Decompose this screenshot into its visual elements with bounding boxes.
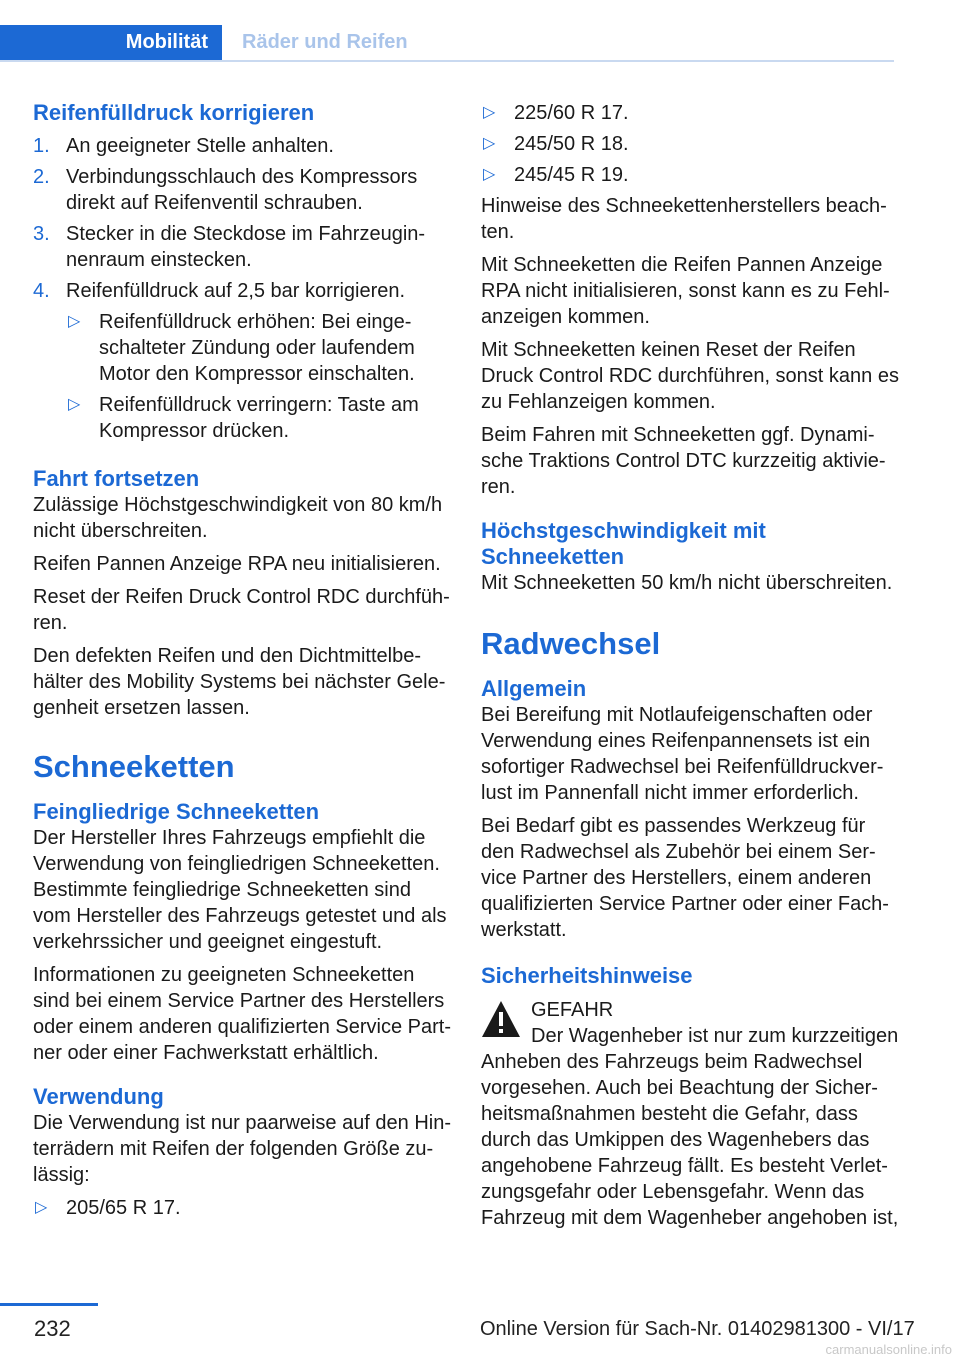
tire-size-item xyxy=(481,162,901,188)
heading-hoechstgeschwindigkeit: Höchstgeschwindigkeit mit Schneeketten xyxy=(481,518,766,569)
step-number: 1. xyxy=(33,135,50,157)
triangle-right-icon: ▷ xyxy=(483,166,496,183)
heading-reifenfuelldruck-korrigieren: Reifenfülldruck korrigieren xyxy=(33,100,315,125)
step-item xyxy=(33,221,453,273)
step-number: 4. xyxy=(33,280,50,302)
heading-verwendung: Verwendung xyxy=(33,1084,164,1109)
correction-steps xyxy=(33,133,453,444)
warning-text: Der Wagenheber ist nur zum kurzzeitigen Anheben des Fahrzeugs beim Radwechsel vorgesehen. Auch bei Beachtung der Sicher-heitsmaßnahmen besteht die Gefahr, dass durch das Umkippen des Wagenhebers das angehobene Fahrzeug fällt. Es besteht Verlet-zungsgefahr oder Lebensgefahr. Wenn das Fahrzeug mit dem Wagenheber angehoben ist, xyxy=(481,1025,899,1229)
triangle-right-icon: ▷ xyxy=(483,135,496,152)
step-text: Stecker in die Steckdose im Fahrzeugin-nenraum einstecken. xyxy=(66,223,426,271)
tire-size-item xyxy=(33,1195,453,1221)
footer-divider xyxy=(0,1303,98,1306)
tire-size-item xyxy=(481,100,901,126)
paragraph: Bei Bedarf gibt es passendes Werkzeug für den Radwechsel als Zubehör bei einem Ser-vice Partner des Herstellers, einem anderen qualifizierten Service Partner oder einer Fach-werkstatt. xyxy=(481,815,889,941)
step-text: An geeigneter Stelle anhalten. xyxy=(66,135,334,157)
substep-text: Reifenfülldruck erhöhen: Bei einge-schalteter Zündung oder laufendem Motor den Kompressor einschalten. xyxy=(99,311,415,385)
warning-triangle-icon xyxy=(481,999,521,1039)
heading-feingliedrige-schneeketten: Feingliedrige Schneeketten xyxy=(33,799,320,824)
substep-item xyxy=(66,309,453,387)
paragraph: Den defekten Reifen und den Dichtmittelbe-hälter des Mobility Systems bei nächster Gele-genheit ersetzen lassen. xyxy=(33,645,446,719)
tire-size-text: 205/65 R 17. xyxy=(66,1197,181,1219)
tire-size-text: 225/60 R 17. xyxy=(514,102,629,124)
step-text: Verbindungsschlauch des Kompressors direkt auf Reifenventil schrauben. xyxy=(66,166,418,214)
page-header xyxy=(0,0,894,62)
paragraph: Die Verwendung ist nur paarweise auf den Hin-terrädern mit Reifen der folgenden Größe zu-lässig: xyxy=(33,1112,452,1186)
paragraph: Informationen zu geeigneten Schneeketten sind bei einem Service Partner des Herstellers oder einem anderen qualifizierten Service Part-ner oder einer Fachwerkstatt erhältlich. xyxy=(33,964,451,1064)
paragraph: Bei Bereifung mit Notlaufeigenschaften oder Verwendung eines Reifenpannensets ist ein sofortiger Radwechsel bei Reifenfülldruckver-lust im Pannenfall nicht immer erforderlich. xyxy=(481,704,884,804)
paragraph: Hinweise des Schneekettenherstellers beach-ten. xyxy=(481,195,887,243)
substep-list xyxy=(66,309,453,444)
paragraph: Mit Schneeketten keinen Reset der Reifen Druck Control RDC durchführen, sonst kann es zu Fehlanzeigen kommen. xyxy=(481,339,899,413)
left-column xyxy=(33,100,453,1226)
step-item xyxy=(33,278,453,444)
page-number: 232 xyxy=(34,1316,71,1341)
tire-size-list xyxy=(33,1195,453,1221)
online-version-note: Online Version für Sach-Nr. 01402981300 - VI/17 xyxy=(480,1318,915,1340)
triangle-right-icon: ▷ xyxy=(68,396,81,413)
tab-raeder-und-reifen: Räder und Reifen xyxy=(242,31,408,53)
substep-item xyxy=(66,392,453,444)
tire-size-text: 245/50 R 18. xyxy=(514,133,629,155)
step-number: 2. xyxy=(33,166,50,188)
step-text: Reifenfülldruck auf 2,5 bar korrigieren. xyxy=(66,280,406,302)
triangle-right-icon: ▷ xyxy=(68,313,81,330)
heading-allgemein: Allgemein xyxy=(481,676,587,701)
right-column xyxy=(481,100,901,1238)
tire-size-list xyxy=(481,100,901,188)
step-number: 3. xyxy=(33,223,50,245)
triangle-right-icon: ▷ xyxy=(483,104,496,121)
paragraph: Mit Schneeketten die Reifen Pannen Anzeige RPA nicht initialisieren, sonst kann es zu Fehl-anzeigen kommen. xyxy=(481,254,890,328)
triangle-right-icon: ▷ xyxy=(35,1199,48,1216)
heading-schneeketten: Schneeketten xyxy=(33,749,235,784)
paragraph: Reset der Reifen Druck Control RDC durchfüh-ren. xyxy=(33,586,450,634)
watermark: carmanualsonline.info xyxy=(825,1342,952,1357)
paragraph: Beim Fahren mit Schneeketten ggf. Dynami-sche Traktions Control DTC kurzzeitig aktivie-ren. xyxy=(481,424,886,498)
step-item xyxy=(33,164,453,216)
paragraph: Mit Schneeketten 50 km/h nicht überschreiten. xyxy=(481,572,893,594)
warning-block xyxy=(481,997,901,1023)
heading-sicherheitshinweise: Sicherheitshinweise xyxy=(481,963,693,988)
paragraph: Zulässige Höchstgeschwindigkeit von 80 km/h nicht überschreiten. xyxy=(33,494,443,542)
substep-text: Reifenfülldruck verringern: Taste am Kompressor drücken. xyxy=(99,394,419,442)
tire-size-text: 245/45 R 19. xyxy=(514,164,629,186)
tire-size-item xyxy=(481,131,901,157)
warning-title: GEFAHR xyxy=(531,999,614,1021)
heading-radwechsel: Radwechsel xyxy=(481,626,661,661)
heading-fahrt-fortsetzen: Fahrt fortsetzen xyxy=(33,466,200,491)
header-divider xyxy=(0,60,894,62)
step-item xyxy=(33,133,453,159)
tab-mobilitaet: Mobilität xyxy=(0,25,222,60)
paragraph: Der Hersteller Ihres Fahrzeugs empfiehlt die Verwendung von feingliedrigen Schneeketten. Bestimmte feingliedrige Schneeketten sind vom Hersteller des Fahrzeugs getestet und als verkehrssicher und geeignet eingestuft. xyxy=(33,827,447,953)
paragraph: Reifen Pannen Anzeige RPA neu initialisieren. xyxy=(33,553,441,575)
